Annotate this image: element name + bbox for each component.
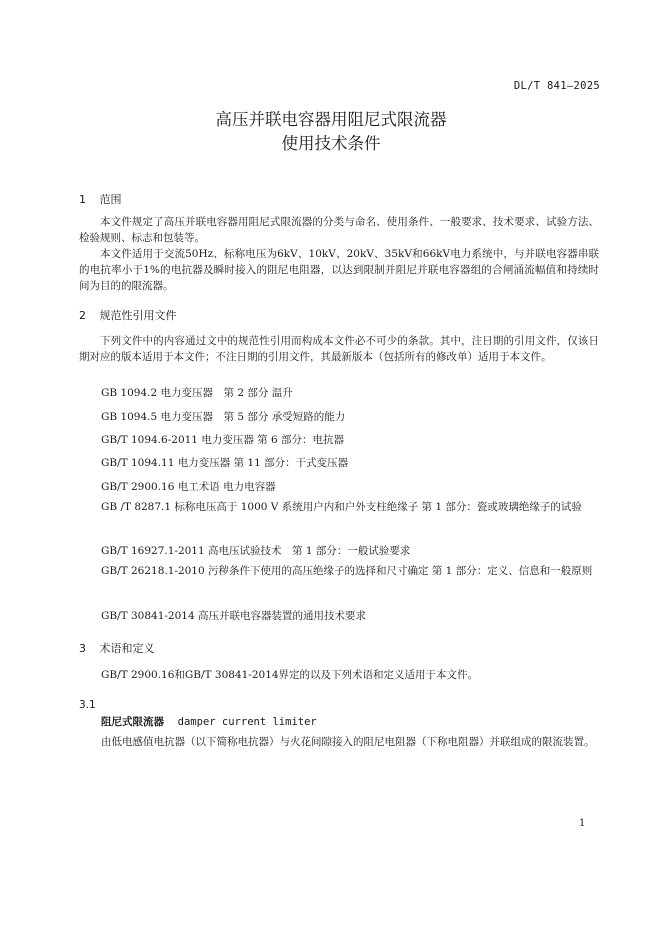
reference-item: GB/T 30841-2014 高压并联电容器装置的通用技术要求 (101, 610, 366, 622)
term-number: 3.1 (79, 699, 96, 711)
section-2-paragraph-1: 下列文件中的内容通过文中的规范性引用而构成本文件必不可少的条款。其中，注日期的引用文件，仅该日期对应的版本适用于本文件；不注日期的引用文件，其最新版本（包括所有的修改单）适用于本文件。 (79, 335, 599, 363)
section-2-heading (79, 307, 177, 323)
section-1-paragraph-1: 本文件规定了高压并联电容器用阻尼式限流器的分类与命名、使用条件、一般要求、技术要求、试验方法、检验规则、标志和包装等。 (79, 216, 599, 244)
section-1-title: 范围 (99, 193, 122, 206)
reference-item: GB/T 1094.11 电力变压器 第 11 部分：干式变压器 (101, 457, 349, 469)
reference-item: GB/T 2900.16 电工术语 电力电容器 (101, 481, 276, 493)
section-2-title: 规范性引用文件 (99, 309, 177, 322)
section-1-number: 1 (79, 193, 86, 206)
section-3-paragraph-1: GB/T 2900.16和GB/T 30841-2014界定的以及下列术语和定义适用于本文件。 (101, 669, 479, 681)
document-title-line1: 高压并联电容器用阻尼式限流器 (215, 110, 447, 129)
reference-item: GB /T 8287.1 标称电压高于 1000 V 系统用户内和户外支柱绝缘子 第 1 部分：瓷或玻璃绝缘子的试验 (101, 501, 582, 513)
term-definition: 由低电感值电抗器（以下简称电抗器）与火花间隙接入的阻尼电阻器（下称电阻器）并联组成的限流装置。 (101, 736, 595, 748)
section-3-number: 3 (79, 642, 86, 655)
section-1-paragraph-2: 本文件适用于交流50Hz、标称电压为6kV、10kV、20kV、35kV和66kV电力系统中，与并联电容器串联的电抗率小于1%的电抗器及瞬时接入的阻尼电阻器，以达到限制并阻尼并联电容器组的合闸涌流幅值和持续时间为目的的限流器。 (79, 248, 599, 292)
reference-item: GB/T 1094.6-2011 电力变压器 第 6 部分：电抗器 (101, 434, 345, 446)
section-1-heading (79, 191, 122, 207)
reference-item: GB/T 16927.1-2011 高电压试验技术 第 1 部分：一般试验要求 (101, 545, 411, 557)
page-number: 1 (579, 818, 586, 829)
document-title-line2: 使用技术条件 (281, 134, 381, 153)
term-english-name: damper current limiter (177, 716, 317, 728)
reference-item: GB 1094.5 电力变压器 第 5 部分 承受短路的能力 (101, 411, 346, 423)
term-name: 阻尼式限流器 (101, 716, 164, 728)
section-2-number: 2 (79, 309, 86, 322)
section-3-title: 术语和定义 (99, 642, 155, 655)
reference-item: GB 1094.2 电力变压器 第 2 部分 温升 (101, 387, 293, 399)
section-3-heading (79, 640, 155, 656)
reference-item: GB/T 26218.1-2010 污秽条件下使用的高压绝缘子的选择和尺寸确定 第 1 部分：定义、信息和一般原则 (101, 565, 593, 577)
standard-code: DL/T 841—2025 (513, 80, 600, 92)
term-entry (101, 714, 317, 729)
